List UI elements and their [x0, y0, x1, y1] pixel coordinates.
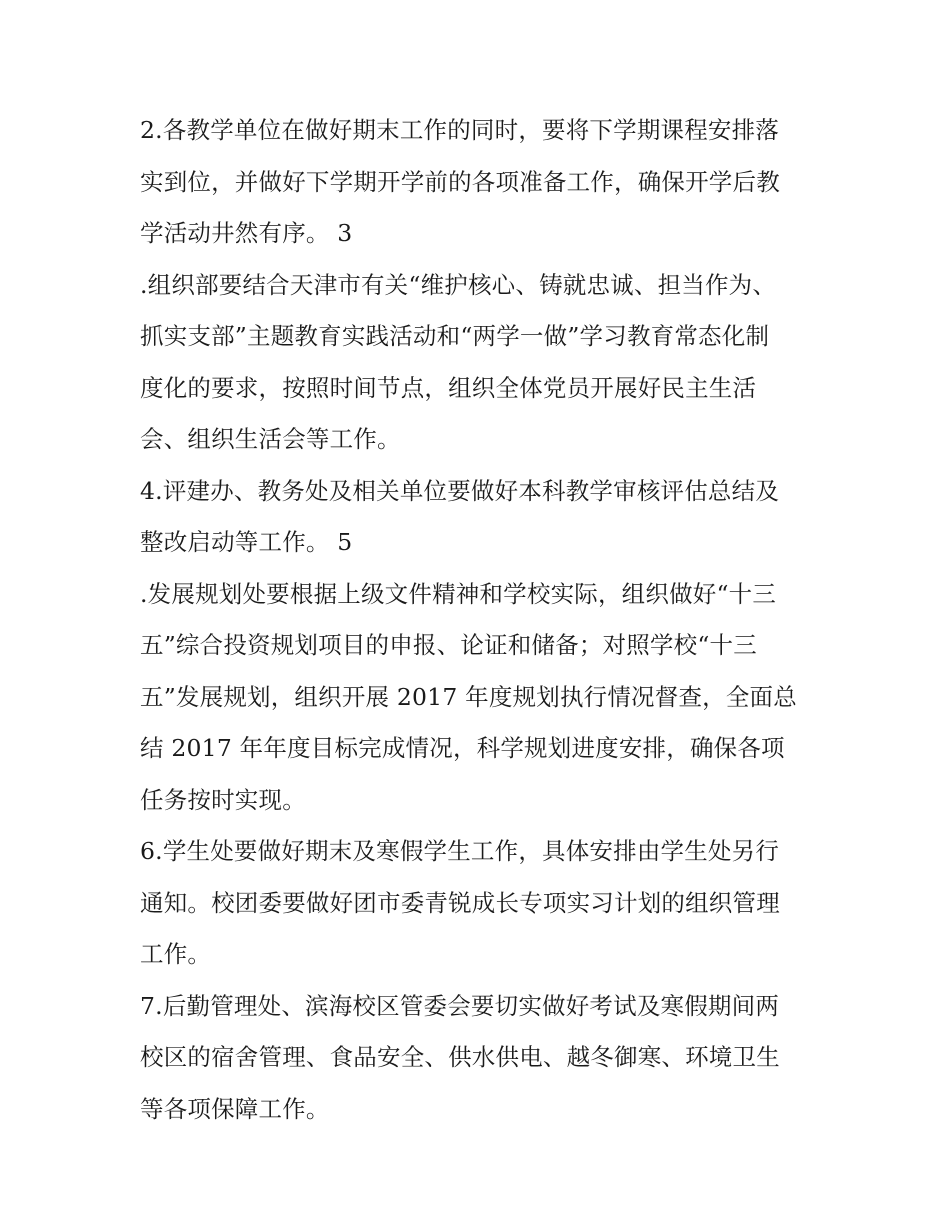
text-line: 实到位，并做好下学期开学前的各项准备工作，确保开学后教 — [140, 167, 780, 196]
text-line: .发展规划处要根据上级文件精神和学校实际，组织做好“十三 — [140, 579, 777, 608]
text-line: 通知。校团委要做好团市委青锐成长专项实习计划的组织管理 — [140, 888, 780, 917]
text-line: 4.评建办、教务处及相关单位要做好本科教学审核评估总结及 — [140, 476, 780, 505]
text-line: 会、组织生活会等工作。 — [140, 425, 401, 453]
text-line: 结 2017 年年度目标完成情况，科学规划进度安排，确保各项 — [140, 734, 785, 762]
document-body — [140, 105, 820, 1135]
text-line: 校区的宿舍管理、食品安全、供水供电、越冬御寒、环境卫生 — [140, 1043, 780, 1071]
text-line: 五”发展规划，组织开展 2017 年度规划执行情况督查，全面总 — [140, 682, 797, 711]
text-line: 2.各教学单位在做好期末工作的同时，要将下学期课程安排落 — [140, 116, 780, 144]
text-line: 五”综合投资规划项目的申报、论证和储备；对照学校“十三 — [140, 631, 757, 659]
text-line: 抓实支部”主题教育实践活动和“两学一做”学习教育常态化制 — [140, 322, 770, 350]
text-line: 度化的要求，按照时间节点，组织全体党员开展好民主生活 — [140, 373, 757, 402]
text-line: 工作。 — [140, 940, 212, 968]
text-line: 6.学生处要做好期末及寒假学生工作，具体安排由学生处另行 — [140, 837, 780, 865]
text-line: 整改启动等工作。 5 — [140, 528, 353, 556]
text-line: 7.后勤管理处、滨海校区管委会要切实做好考试及寒假期间两 — [140, 991, 780, 1020]
text-line: 等各项保障工作。 — [140, 1094, 330, 1123]
text-line: 学活动井然有序。 3 — [140, 219, 353, 247]
text-line: 任务按时实现。 — [140, 785, 306, 814]
text-line: .组织部要结合天津市有关“维护核心、铸就忠诚、担当作为、 — [140, 270, 777, 299]
